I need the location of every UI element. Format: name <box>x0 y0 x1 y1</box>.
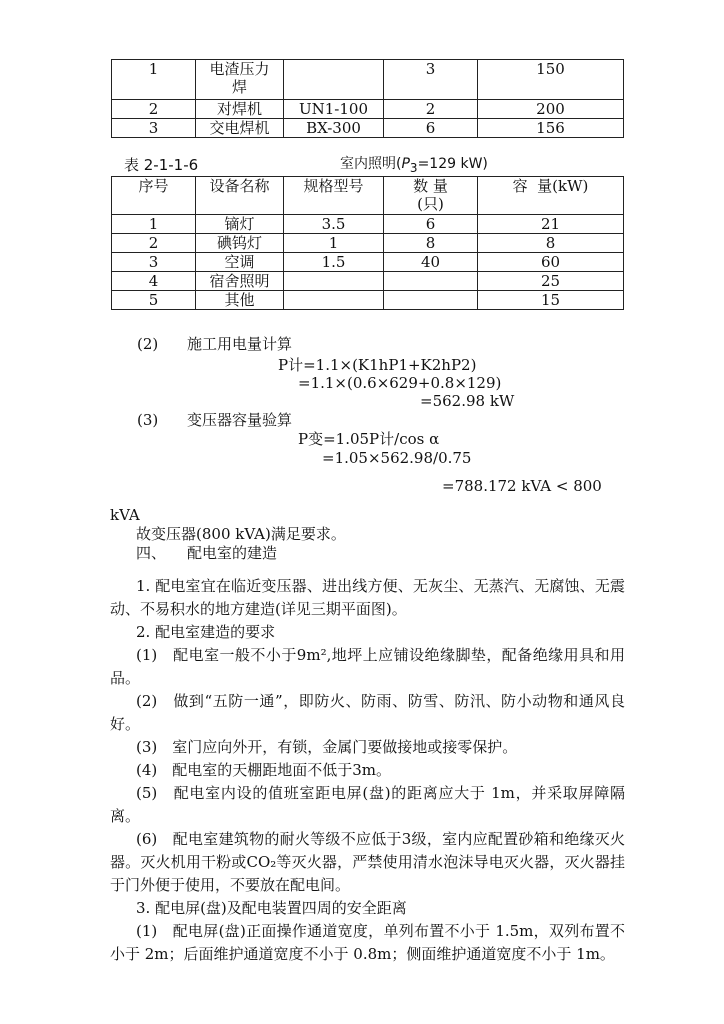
section-4-title: 配电室的建造 <box>187 544 278 562</box>
cell-name: 交电焊机 <box>196 119 284 138</box>
formula-unit: kVA <box>110 506 140 524</box>
equipment-table-continued <box>111 59 624 138</box>
cell-capacity: 8 <box>478 234 624 253</box>
cell-capacity: 21 <box>478 215 624 234</box>
paragraph: (1) 配电屏(盘)正面操作通道宽度，单列布置不小于 1.5m，双列布置不小于 2m；后面维护通道宽度不小于 0.8m；侧面维护通道宽度不小于 1m。 <box>110 922 625 963</box>
formula-substitution: =1.1×(0.6×629+0.8×129) <box>298 374 502 392</box>
table-caption-label: 表 2-1-1-6 <box>124 156 199 174</box>
header-name: 设备名称 <box>196 177 284 215</box>
cell-qty: 6 <box>384 215 478 234</box>
table-row <box>112 234 624 253</box>
section-2-title: 施工用电量计算 <box>187 335 293 353</box>
table-row <box>112 119 624 138</box>
table-row <box>112 253 624 272</box>
table-row <box>112 215 624 234</box>
header-qty: 数 量 (只) <box>384 177 478 215</box>
cell-capacity: 150 <box>478 60 624 100</box>
cell-capacity: 15 <box>478 291 624 310</box>
paragraph: (1) 配电室一般不小于9m²,地坪上应铺设绝缘脚垫，配备绝缘用具和用品。 <box>110 646 625 687</box>
cell-model: 3.5 <box>284 215 384 234</box>
cell-no: 5 <box>112 291 196 310</box>
cell-no: 3 <box>112 119 196 138</box>
formula-transformer-result: =788.172 kVA < 800 <box>442 477 602 495</box>
cell-model <box>284 60 384 100</box>
paragraph: (5) 配电室内设的值班室距电屏(盘)的距离应大于 1m，并采取屏障隔离。 <box>110 784 625 825</box>
cell-capacity: 60 <box>478 253 624 272</box>
formula-transformer: P变=1.05P计/cos α <box>298 430 440 448</box>
cell-model: 1 <box>284 234 384 253</box>
table-caption-title: 室内照明($P_3=129$ kW) <box>340 156 488 175</box>
cell-no: 1 <box>112 215 196 234</box>
cell-qty: 8 <box>384 234 478 253</box>
cell-name: 对焊机 <box>196 100 284 119</box>
paragraph: 2. 配电室建造的要求 <box>136 623 276 641</box>
paragraph: (6) 配电室建筑物的耐火等级不应低于3级，室内应配置砂箱和绝缘灭火器。灭火机用干粉或CO₂等灭火器，严禁使用清水泡沫导电灭火器，灭火器挂于门外便于使用，不要放在配电间。 <box>110 830 625 894</box>
paragraph: (2) 做到“五防一通”，即防火、防雨、防雪、防汛、防小动物和通风良好。 <box>110 692 625 733</box>
cell-qty <box>384 272 478 291</box>
cell-qty: 40 <box>384 253 478 272</box>
cell-model: UN1-100 <box>284 100 384 119</box>
cell-name: 电渣压力 焊 <box>196 60 284 100</box>
table-row <box>112 291 624 310</box>
table-row <box>112 272 624 291</box>
section-3-number: (3) <box>137 411 159 429</box>
cell-model <box>284 272 384 291</box>
cell-capacity: 156 <box>478 119 624 138</box>
cell-model: 1.5 <box>284 253 384 272</box>
header-capacity: 容 量(kW) <box>478 177 624 215</box>
paragraph: 1. 配电室宜在临近变压器、进出线方便、无灰尘、无蒸汽、无腐蚀、无震动、不易积水的地方建造(详见三期平面图)。 <box>110 577 625 618</box>
indoor-lighting-table <box>111 176 624 310</box>
table-row <box>112 100 624 119</box>
table-row <box>112 60 624 100</box>
formula-result: =562.98 kW <box>420 392 515 410</box>
conclusion-text: 故变压器(800 kVA)满足要求。 <box>136 525 346 543</box>
cell-no: 1 <box>112 60 196 100</box>
cell-no: 2 <box>112 100 196 119</box>
cell-qty <box>384 291 478 310</box>
cell-capacity: 25 <box>478 272 624 291</box>
cell-qty: 2 <box>384 100 478 119</box>
cell-qty: 6 <box>384 119 478 138</box>
cell-capacity: 200 <box>478 100 624 119</box>
section-4-number: 四、 <box>136 544 167 562</box>
cell-name: 其他 <box>196 291 284 310</box>
cell-model: BX-300 <box>284 119 384 138</box>
cell-model <box>284 291 384 310</box>
paragraph: (3) 室门应向外开，有锁，金属门要做接地或接零保护。 <box>136 738 518 756</box>
formula-power-demand: P计=1.1×(K1hP1+K2hP2) <box>278 356 477 374</box>
cell-name: 宿舍照明 <box>196 272 284 291</box>
cell-name: 碘钨灯 <box>196 234 284 253</box>
table-header-row <box>112 177 624 215</box>
cell-name: 镝灯 <box>196 215 284 234</box>
cell-no: 2 <box>112 234 196 253</box>
paragraph: 3. 配电屏(盘)及配电装置四周的安全距离 <box>136 899 407 917</box>
cell-qty: 3 <box>384 60 478 100</box>
cell-name: 空调 <box>196 253 284 272</box>
paragraph: (4) 配电室的天棚距地面不低于3m。 <box>136 761 392 779</box>
header-model: 规格型号 <box>284 177 384 215</box>
header-no: 序号 <box>112 177 196 215</box>
cell-no: 3 <box>112 253 196 272</box>
section-2-number: (2) <box>137 335 159 353</box>
formula-transformer-substitution: =1.05×562.98/0.75 <box>322 449 472 467</box>
section-3-title: 变压器容量验算 <box>187 411 293 429</box>
cell-no: 4 <box>112 272 196 291</box>
